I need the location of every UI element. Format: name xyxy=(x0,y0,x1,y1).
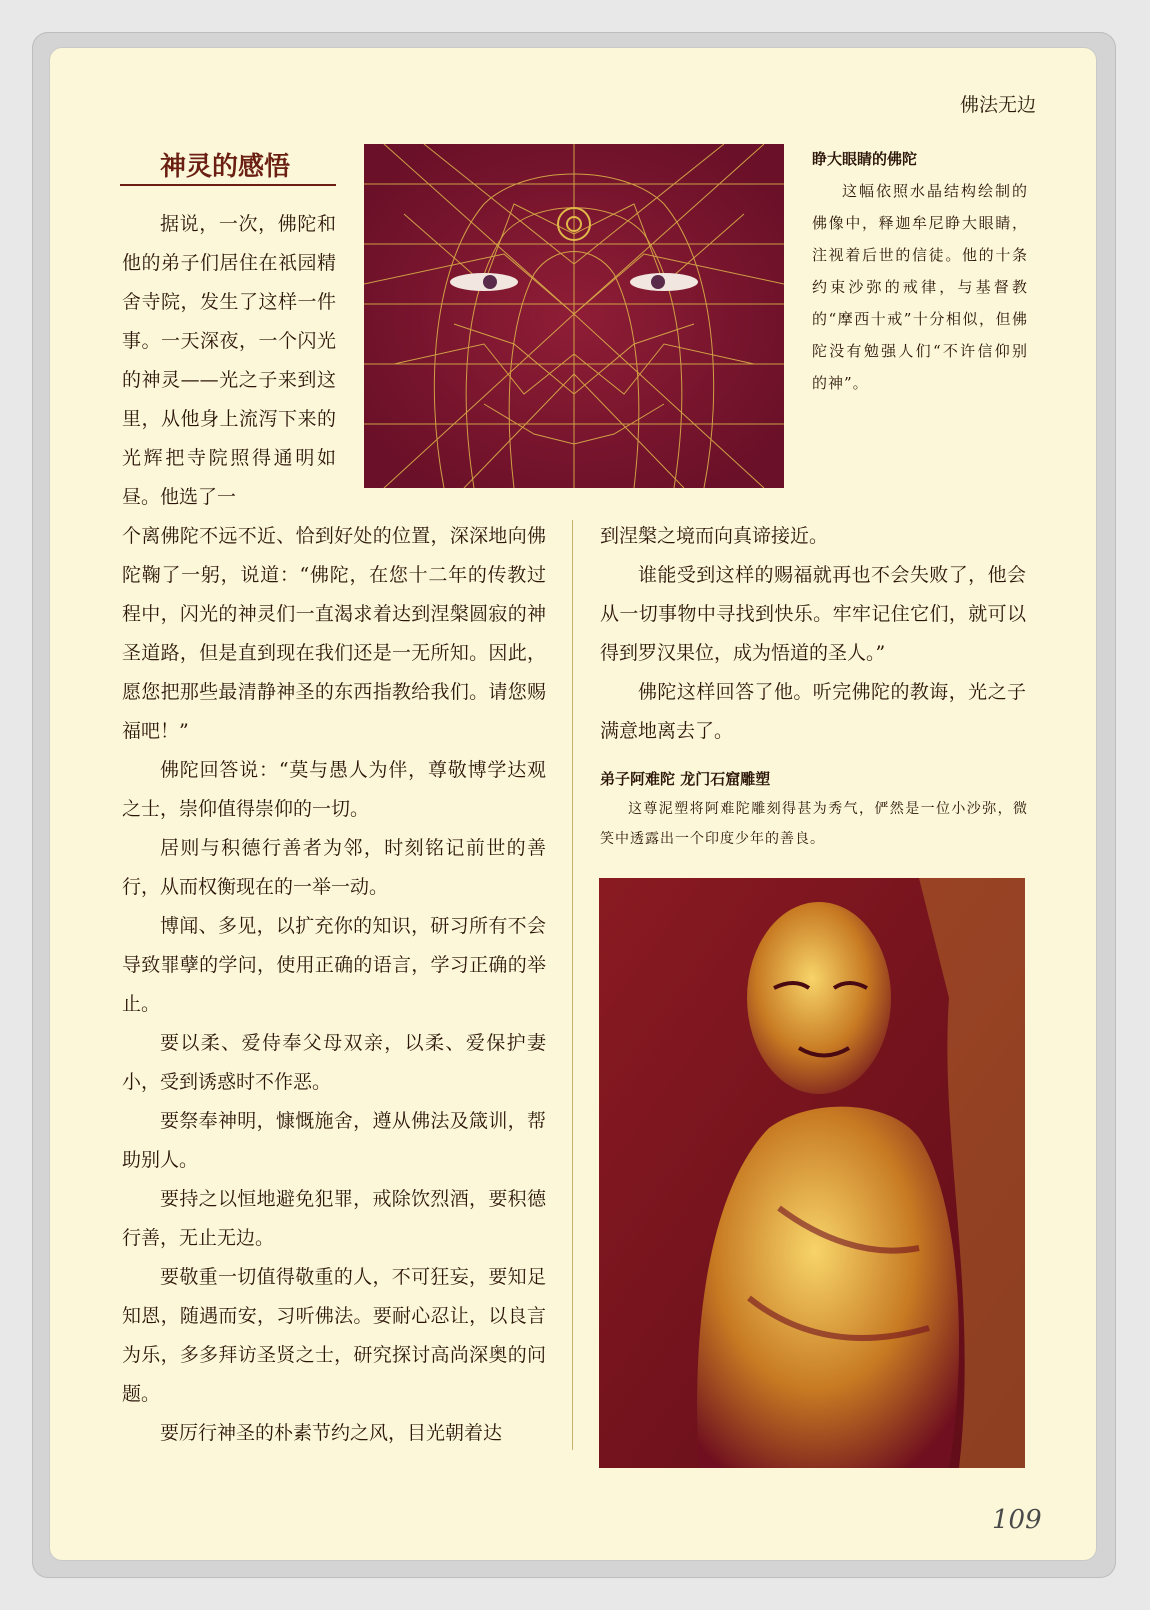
ananda-caption-title: 弟子阿难陀 龙门石窟雕塑 xyxy=(600,770,771,788)
paragraph: 要厉行神圣的朴素节约之风，目光朝着达 xyxy=(160,1422,503,1444)
section-title: 神灵的感悟 xyxy=(160,152,291,182)
ananda-sculpture-graphic xyxy=(599,878,1025,1468)
face-caption-text: 这幅依照水晶结构绘制的佛像中，释迦牟尼睁大眼睛，注视着后世的信徒。他的十条约束沙弥的戒律，与基督教的“摩西十戒”十分相似，但佛陀没有勉强人们“不许信仰别的神”。 xyxy=(812,182,1028,392)
paragraph: 居则与积德行善者为邻，时刻铭记前世的善行，从而权衡现在的一举一动。 xyxy=(122,837,546,898)
paragraph: 佛陀回答说：“莫与愚人为伴，尊敬博学达观之士，崇仰值得崇仰的一切。 xyxy=(122,759,546,820)
page-number: 109 xyxy=(992,1505,1042,1535)
wireframe-face-graphic xyxy=(364,144,784,488)
ananda-sculpture-image xyxy=(599,878,1025,1468)
article-left-column xyxy=(122,517,546,1453)
paragraph: 佛陀这样回答了他。听完佛陀的教诲，光之子满意地离去了。 xyxy=(600,681,1026,742)
paragraph: 个离佛陀不远不近、恰到好处的位置，深深地向佛陀鞠了一躬，说道：“佛陀，在您十二年的传教过程中，闪光的神灵们一直渴求着达到涅槃圆寂的神圣道路，但是直到现在我们还是一无所知。因此，愿您把那些最清静神圣的东西指教给我们。请您赐福吧！” xyxy=(122,525,546,742)
column-divider xyxy=(572,520,573,1450)
paragraph: 谁能受到这样的赐福就再也不会失败了，他会从一切事物中寻找到快乐。牢牢记住它们，就可以得到罗汉果位，成为悟道的圣人。” xyxy=(600,564,1026,664)
wireframe-buddha-face-image xyxy=(364,144,784,488)
article-top-column xyxy=(122,205,336,517)
ananda-caption-text: 这尊泥塑将阿难陀雕刻得甚为秀气，俨然是一位小沙弥，微笑中透露出一个印度少年的善良。 xyxy=(600,801,1028,847)
paragraph: 要持之以恒地避免犯罪，戒除饮烈酒，要积德行善，无止无边。 xyxy=(122,1188,546,1249)
article-right-column xyxy=(600,517,1026,751)
paragraph: 要祭奉神明，慷慨施舍，遵从佛法及箴训，帮助别人。 xyxy=(122,1110,546,1171)
paragraph: 到涅槃之境而向真谛接近。 xyxy=(600,525,829,547)
paragraph: 要敬重一切值得敬重的人，不可狂妄，要知足知恩，随遇而安，习听佛法。要耐心忍让，以良言为乐，多多拜访圣贤之士，研究探讨高尚深奥的问题。 xyxy=(122,1266,546,1405)
paragraph: 博闻、多见，以扩充你的知识，研习所有不会导致罪孽的学问，使用正确的语言，学习正确的举止。 xyxy=(122,915,546,1015)
paragraph: 要以柔、爱侍奉父母双亲，以柔、爱保护妻小，受到诱惑时不作恶。 xyxy=(122,1032,546,1093)
running-header: 佛法无边 xyxy=(960,94,1037,116)
title-underline xyxy=(120,184,336,186)
paragraph: 据说，一次，佛陀和他的弟子们居住在祇园精舍寺院，发生了这样一件事。一天深夜，一个闪光的神灵——光之子来到这里，从他身上流泻下来的光辉把寺院照得通明如昼。他选了一 xyxy=(122,213,336,508)
face-caption-title: 睁大眼睛的佛陀 xyxy=(812,150,918,168)
